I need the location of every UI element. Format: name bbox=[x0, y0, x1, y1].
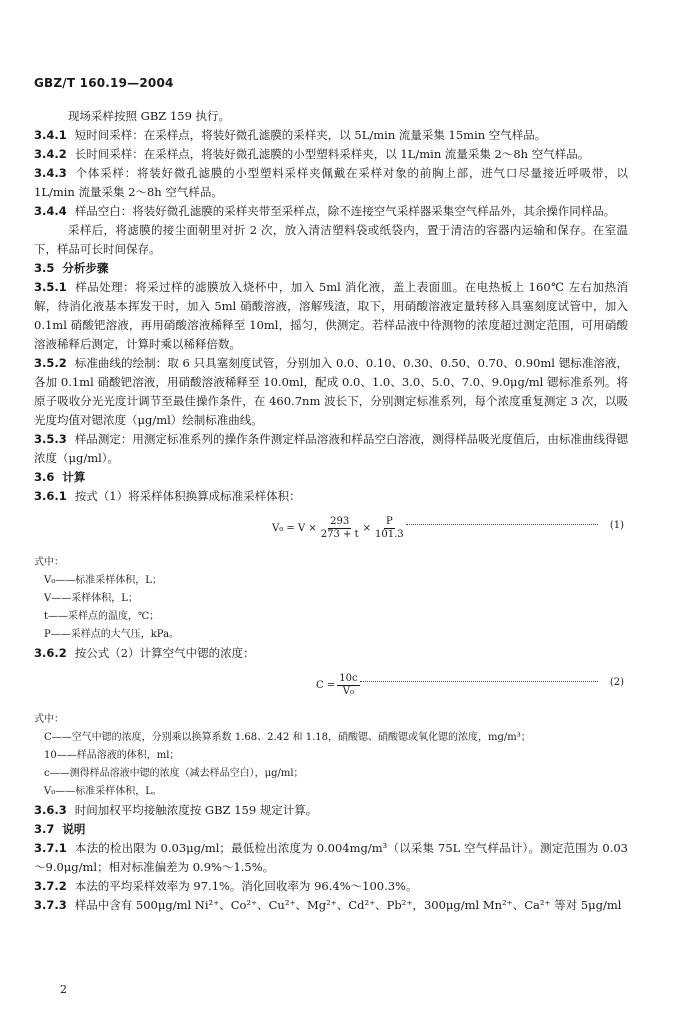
clause-text: 样品中含有 500μg/ml Ni²⁺、Co²⁺、Cu²⁺、Mg²⁺、Cd²⁺、Pb²⁺，300μg/ml Mn²⁺、Ca²⁺ 等对 5μg/ml bbox=[74, 898, 622, 912]
section-title: 说明 bbox=[62, 822, 86, 836]
clause-text: 时间加权平均接触浓度按 GBZ 159 规定计算。 bbox=[74, 803, 318, 817]
clause-number: 3.5.2 bbox=[34, 356, 67, 370]
clause-number: 3.6.3 bbox=[34, 803, 67, 817]
definition-10: 10——样品溶液的体积，ml； bbox=[44, 750, 180, 761]
definition-v0: V₀——标准采样体积，L； bbox=[44, 575, 162, 586]
clause-text: 样品空白：将装好微孔滤膜的采样夹带至采样点，除不连接空气采样器采集空气样品外，其余操作同样品。 bbox=[74, 204, 616, 218]
clause-text: 短时间采样：在采样点，将装好微孔滤膜的采样夹，以 5L/min 流量采集 15min 空气样品。 bbox=[74, 128, 547, 142]
section-title: 计算 bbox=[62, 470, 86, 484]
clause-text: 长时间采样：在采样点，将装好微孔滤膜的小型塑料采样夹，以 1L/min 流量采集 2～8h 空气样品。 bbox=[74, 147, 590, 161]
definition-t: t——采样点的温度，℃； bbox=[44, 611, 160, 622]
fraction-denominator: V₀ bbox=[342, 686, 354, 697]
clause-number: 3.5.1 bbox=[34, 280, 67, 294]
formula-1-times: × bbox=[362, 523, 371, 534]
clause-text: 按式（1）将采样体积换算成标准采样体积： bbox=[74, 489, 301, 503]
clause-text: 本法的平均采样效率为 97.1%。消化回收率为 96.4%～100.3%。 bbox=[74, 879, 418, 893]
clause-3-5-3 bbox=[34, 430, 628, 468]
equation-number: (2) bbox=[609, 677, 624, 688]
where-label: 式中： bbox=[34, 557, 64, 568]
section-number: 3.5 bbox=[34, 261, 55, 275]
clause-3-6-2 bbox=[34, 644, 628, 663]
formula-1-fraction-temp bbox=[319, 516, 361, 541]
dot-leader bbox=[360, 681, 598, 682]
clause-3-5-1 bbox=[34, 278, 628, 354]
clause-number: 3.5.3 bbox=[34, 432, 67, 446]
clause-3-4-1 bbox=[34, 126, 628, 145]
clause-3-7-1 bbox=[34, 839, 628, 877]
definition-p: P——采样点的大气压，kPa。 bbox=[44, 629, 180, 640]
standard-header: GBZ/T 160.19—2004 bbox=[34, 76, 174, 90]
fraction-denominator: 273 + t bbox=[320, 529, 359, 540]
section-number: 3.6 bbox=[34, 470, 55, 484]
where-label: 式中： bbox=[34, 714, 64, 725]
section-3-6 bbox=[34, 468, 628, 487]
formula-2 bbox=[34, 667, 628, 705]
clause-3-6-3 bbox=[34, 801, 628, 820]
clause-number: 3.6.2 bbox=[34, 646, 67, 660]
clause-number: 3.4.3 bbox=[34, 166, 67, 180]
section-3-5 bbox=[34, 259, 628, 278]
dot-leader bbox=[406, 524, 598, 525]
clause-3-5-2 bbox=[34, 354, 628, 430]
clause-3-6-1 bbox=[34, 487, 628, 506]
paragraph-storage: 采样后，将滤膜的接尘面朝里对折 2 次，放入清洁塑料袋或纸袋内，置于清洁的容器内运输和保存。在室温下，样品可长时间保存。 bbox=[34, 223, 628, 256]
clause-number: 3.4.2 bbox=[34, 147, 67, 161]
clause-number: 3.4.4 bbox=[34, 204, 67, 218]
clause-text: 本法的检出限为 0.03μg/ml；最低检出浓度为 0.004mg/m³（以采集 75L 空气样品计）。测定范围为 0.03～9.0μg/ml；相对标准偏差为 0.9%～1.5%。 bbox=[34, 841, 628, 874]
clause-3-7-2 bbox=[34, 877, 628, 896]
section-title: 分析步骤 bbox=[62, 261, 109, 275]
clause-number: 3.4.1 bbox=[34, 128, 67, 142]
fraction-numerator: P bbox=[385, 516, 393, 527]
formula-1-expression bbox=[272, 516, 408, 541]
section-number: 3.7 bbox=[34, 822, 55, 836]
clause-3-4-4 bbox=[34, 202, 628, 221]
clause-3-4-2 bbox=[34, 145, 628, 164]
definition-v: V——采样体积，L； bbox=[44, 593, 138, 604]
definition-c-upper: C——空气中锶的浓度，分别乘以换算系数 1.68、2.42 和 1.18，硝酸锶、硝酸锶或氧化锶的浓度，mg/m³； bbox=[44, 732, 531, 743]
clause-text: 按公式（2）计算空气中锶的浓度： bbox=[74, 646, 255, 660]
section-3-7 bbox=[34, 820, 628, 839]
formula-2-expression bbox=[316, 673, 362, 698]
clause-text: 样品处理：将采过样的滤膜放入烧杯中，加入 5ml 消化液，盖上表面皿。在电热板上 160℃ 左右加热消解，待消化液基本挥发干时，加入 5ml 硝酸溶液，溶解残渣，取下，用硝酸溶液定量转移入具塞刻度试管中，加入 0.1ml 硝酸钯溶液，再用硝酸溶液稀释至 10ml，摇匀，供测定。若样品液中待测物的浓度超过测定范围，可用硝酸溶液稀释后测定，计算时乘以稀释倍数。 bbox=[34, 280, 628, 351]
paragraph-intro: 现场采样按照 GBZ 159 执行。 bbox=[68, 109, 231, 123]
clause-number: 3.7.3 bbox=[34, 898, 67, 912]
clause-text: 标准曲线的绘制：取 6 只具塞刻度试管，分别加入 0.0、0.10、0.30、0.50、0.70、0.90ml 锶标准溶液，各加 0.1ml 硝酸钯溶液，用硝酸溶液稀释至 10.0ml，配成 0.0、1.0、3.0、5.0、7.0、9.0μg/ml 锶标准系列。将原子吸收分光光度计调节至最佳操作条件，在 460.7nm 波长下，分别测定标准系列，每个浓度重复测定 3 次，以吸光度均值对锶浓度（μg/ml）绘制标准曲线。 bbox=[34, 356, 628, 427]
clause-text: 样品测定：用测定标准系列的操作条件测定样品溶液和样品空白溶液，测得样品吸光度值后，由标准曲线得锶浓度（μg/ml）。 bbox=[34, 432, 628, 465]
clause-3-4-3 bbox=[34, 164, 628, 202]
formula-1-lhs: V₀ = V × bbox=[272, 523, 317, 534]
fraction-denominator: 101.3 bbox=[374, 529, 404, 540]
fraction-numerator: 10c bbox=[339, 673, 358, 684]
page-number: 2 bbox=[60, 983, 67, 996]
fraction-numerator: 293 bbox=[330, 516, 350, 527]
formula-2-lhs: C = bbox=[316, 680, 336, 691]
formula-1-fraction-pressure bbox=[373, 516, 406, 541]
formula-2-fraction bbox=[337, 673, 359, 698]
page-content bbox=[34, 107, 628, 915]
clause-text: 个体采样：将装好微孔滤膜的小型塑料采样夹佩戴在采样对象的前胸上部，进气口尽量接近呼吸带，以 1L/min 流量采集 2～8h 空气样品。 bbox=[34, 166, 628, 199]
clause-number: 3.7.1 bbox=[34, 841, 67, 855]
formula-1 bbox=[34, 510, 628, 548]
clause-number: 3.7.2 bbox=[34, 879, 67, 893]
clause-3-7-3 bbox=[34, 896, 628, 915]
definition-c-lower: c——测得样品溶液中锶的浓度（减去样品空白），μg/ml； bbox=[44, 768, 304, 779]
definition-v0-2: V₀——标准采样体积，L。 bbox=[44, 786, 162, 797]
equation-number: (1) bbox=[609, 520, 624, 531]
clause-number: 3.6.1 bbox=[34, 489, 67, 503]
